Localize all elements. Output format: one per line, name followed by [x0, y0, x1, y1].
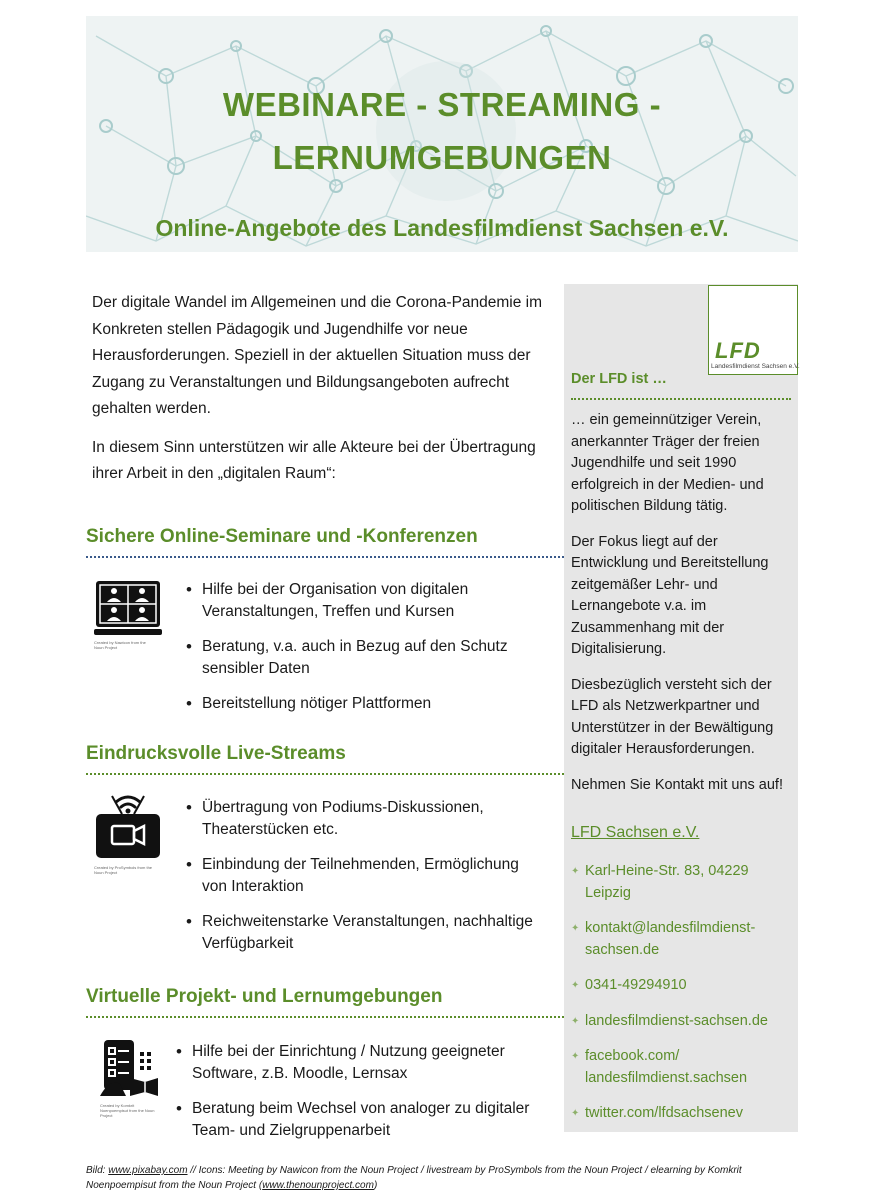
contact-email-link[interactable]: ✦ kontakt@landesfilmdienst-sachsen.de: [571, 918, 793, 961]
page-title-line-1: WEBINARE - STREAMING -: [222, 86, 662, 123]
contact-twitter-link[interactable]: ✦ twitter.com/lfdsachsenev: [571, 1103, 793, 1125]
contact-facebook-link[interactable]: ✦ facebook.com/ landesfilmdienst.sachsen: [571, 1046, 793, 1089]
sidebar-paragraph: … ein gemeinnütziger Verein, anerkannter Träger der freien Jugendhilfe und seit 1990 erfolgreich in der Medien- und politischen Bildung tätig.: [571, 412, 764, 514]
page-subtitle: Online-Angebote des Landesfilmdienst Sachsen e.V.: [155, 215, 729, 241]
sidebar-paragraph: Der Fokus liegt auf der Entwicklung und Bereitstellung zeitgemäßer Lehr- und Lernangebote v.a. im Zusammenhang mit der Digitalisierung.: [571, 533, 769, 657]
contact-address: ✦ Karl-Heine-Str. 83, 04229 Leipzig: [571, 861, 793, 904]
list-item: • Übertragung von Podiums-Diskussionen, Theaterstücken etc.: [186, 797, 546, 841]
video-meeting-icon: [94, 579, 162, 650]
lfd-logo: [708, 285, 798, 375]
list-lernumgebungen: [176, 1041, 546, 1155]
intro-text: [92, 290, 547, 488]
logo-subtext: Landesfilmdienst Sachsen e.V.: [711, 363, 800, 370]
contact-title-link[interactable]: LFD Sachsen e.V.: [571, 824, 700, 841]
icon-credit: Created by ProSymbols from the Noun Project: [94, 865, 153, 875]
elearning-icon: [100, 1038, 160, 1118]
list-online-seminare: [186, 579, 536, 728]
section-heading-lernumgebungen: Virtuelle Projekt- und Lernumgebungen: [86, 984, 564, 1018]
list-item: • Beratung, v.a. auch in Bezug auf den Schutz sensibler Daten: [186, 636, 536, 680]
contact-phone[interactable]: ✦ 0341-49294910: [571, 975, 793, 997]
livestream-icon: [94, 790, 162, 875]
footer-text-end: ): [373, 1180, 378, 1191]
page-title-line-2: LERNUMGEBUNGEN: [272, 139, 612, 176]
sidebar-divider: [571, 398, 791, 400]
list-item: • Hilfe bei der Organisation von digitalen Veranstaltungen, Treffen und Kursen: [186, 579, 536, 623]
pixabay-link[interactable]: www.pixabay.com: [108, 1165, 188, 1176]
list-item: • Beratung beim Wechsel von analoger zu digitaler Team- und Zielgruppenarbeit: [176, 1098, 546, 1142]
icon-credit: Created by Komkrit Noenpoempisut from the Noun Project: [100, 1103, 155, 1118]
image-credits-footer: [86, 1163, 806, 1193]
list-item: • Reichweitenstarke Veranstaltungen, nachhaltige Verfügbarkeit: [186, 911, 546, 955]
contact-website-link[interactable]: ✦ landesfilmdienst-sachsen.de: [571, 1011, 793, 1033]
footer-text: // Icons: Meeting by Nawicon from the Noun Project / livestream by ProSymbols from the Noun Project / elearning by Komkrit Noenpoempisut from the Noun Project (: [86, 1165, 742, 1191]
logo-text: LFD: [715, 338, 761, 363]
header-banner: [86, 16, 798, 252]
list-item: • Bereitstellung nötiger Plattformen: [186, 693, 536, 715]
list-live-streams: [186, 797, 546, 968]
nounproject-link[interactable]: www.thenounproject.com: [262, 1180, 374, 1191]
list-item: • Einbindung der Teilnehmenden, Ermöglichung von Interaktion: [186, 854, 546, 898]
section-heading-live-streams: Eindrucksvolle Live-Streams: [86, 741, 564, 775]
icon-credit: Created by Nawicon from the Noun Project: [94, 640, 146, 650]
contact-list: [571, 861, 793, 1139]
sidebar-text: [571, 410, 793, 810]
sidebar-paragraph: Nehmen Sie Kontakt mit uns auf!: [571, 776, 783, 793]
intro-paragraph: Der digitale Wandel im Allgemeinen und die Corona-Pandemie im Konkreten stellen Pädagogik und Jugendhilfe vor neue Herausforderungen. Speziell in der aktuellen Situation muss der Zugang zu Veranstaltungen und Bildungsangeboten aufrecht gehalten werden.: [92, 294, 543, 417]
intro-paragraph: In diesem Sinn unterstützen wir alle Akteure bei der Übertragung ihrer Arbeit in den „digitalen Raum“:: [92, 438, 536, 482]
sidebar-paragraph: Diesbezüglich versteht sich der LFD als Netzwerkpartner und Unterstützer in der Bewältigung digitaler Herausforderungen.: [571, 676, 774, 757]
page-title: [86, 78, 798, 184]
footer-label: Bild:: [86, 1165, 109, 1176]
list-item: • Hilfe bei der Einrichtung / Nutzung geeigneter Software, z.B. Moodle, Lernsax: [176, 1041, 546, 1085]
section-heading-online-seminare: Sichere Online-Seminare und -Konferenzen: [86, 524, 564, 558]
sidebar-heading: Der LFD ist …: [571, 371, 667, 387]
